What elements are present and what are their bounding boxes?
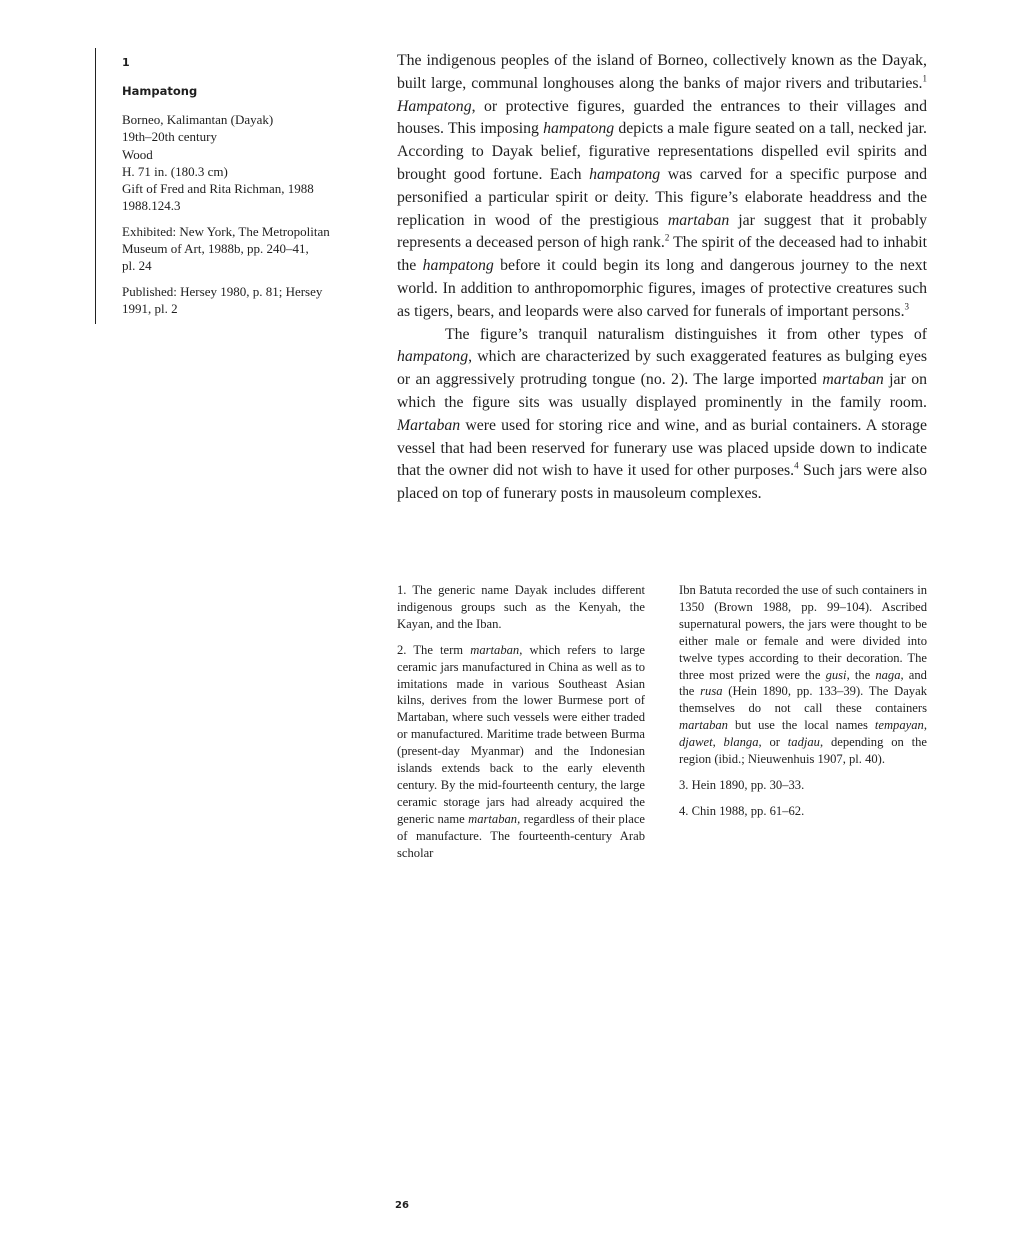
text-run: or [761, 735, 788, 750]
text-run: were used for storing rice and wine, and as burial containers. A storage vessel that had been reserved for funerary use was placed upside down to indicate that the owner did not wish to have it used for other purposes. [397, 416, 927, 480]
italic-term: martaban [679, 718, 728, 733]
footnote-1: 1. The generic name Dayak includes different indigenous groups such as the Kenyah, the Kayan, and the Iban. [397, 583, 645, 631]
footnote-2-continued [679, 582, 927, 768]
italic-term: djawet [679, 735, 713, 750]
entry-title: Hampatong [122, 84, 198, 98]
footnote-ref: 3 [904, 301, 910, 312]
italic-term: martaban [822, 371, 884, 389]
italic-term: martaban, [468, 811, 521, 826]
detail-line: 19th–20th century [122, 129, 217, 145]
exhibited-line: Museum of Art, 1988b, pp. 240–41, [122, 241, 309, 257]
text-run: Ibn Batuta recorded the use of such containers in 1350 (Brown 1988, pp. 99–104). Ascribed supernatural powers, the jars were thought to be either male or female and were divided into twelve types according to their decoration. The three most prized were the [679, 583, 927, 682]
footnote-4: 4. Chin 1988, pp. 61–62. [679, 803, 805, 818]
detail-line: 1988.124.3 [122, 198, 181, 214]
text-run: (Hein 1890, pp. 133–39). The Dayak themselves do not call these containers [679, 684, 927, 716]
footnote-ref: 1 [922, 73, 927, 84]
text-run: , [923, 718, 927, 733]
text-run: regardless of their place of manufacture. The fourteenth-century Arab scholar [397, 811, 645, 860]
italic-term: Hampatong [397, 97, 472, 115]
page-number: 26 [395, 1200, 409, 1211]
italic-term: Martaban [397, 416, 461, 434]
detail-line: Borneo, Kalimantan (Dayak) [122, 112, 274, 127]
text-run: jar on which the figure sits was usually displayed prominently in the family room. [397, 371, 928, 411]
text-run: The spirit of the deceased had to inhabit the [397, 234, 927, 275]
catalog-entry-sidebar [95, 48, 377, 324]
text-run: but use the local names [727, 718, 875, 733]
text-run: 2. The term [397, 642, 471, 657]
text-run: The indigenous peoples of the island of Borneo, collectively known as the Dayak, built large, communal longhouses along the banks of major rivers and tributaries. [397, 52, 927, 92]
published-line: 1991, pl. 2 [122, 300, 178, 316]
italic-term: hampatong [589, 165, 661, 183]
exhibited-info [122, 223, 377, 275]
italic-term: hampatong [397, 348, 469, 366]
text-run: , or protective figures, guarded the entrances to their villages and houses. This imposing [397, 97, 927, 138]
exhibited-line: pl. 24 [122, 258, 152, 274]
text-run: jar suggest that it probably represents a deceased person of high rank. [397, 211, 927, 252]
italic-term: tadjau [787, 735, 820, 750]
text-run: , [712, 735, 724, 750]
italic-term: hampatong [543, 120, 615, 138]
text-run: The figure’s tranquil naturalism distinguishes it from other types of [445, 325, 927, 343]
footnote-column-right [679, 582, 927, 871]
exhibited-line: Exhibited: New York, The Metropolitan [122, 223, 330, 239]
text-run: Such jars were also placed on top of funerary posts in mausoleum complexes. [397, 462, 927, 503]
text-run: before it could begin its long and dangerous journey to the next world. In addition to anthropomorphic figures, images of protective creatures such as tigers, bears, and leopards were also carved for funerals of important persons. [397, 257, 928, 320]
italic-term: hampatong [422, 257, 494, 275]
entry-number: 1 [122, 56, 130, 69]
text-run: depicts a male figure seated on a tall, necked jar. According to Dayak belief, figurative representations dispelled evil spirits and brought good fortune. Each [397, 120, 927, 183]
text-run: , which refers to large ceramic jars manufactured in China as well as to imitations made in various Southeast Asian kilns, derives from the lower Burmese port of Martaban, where such vessels were either traded or manufactured. Maritime trade between Burma (present-day Myanmar) and the Indonesian islands extends back to the early eleventh century. By the mid-fourteenth century, the large ceramic storage jars had already acquired the generic name [397, 642, 646, 826]
published-line: Published: Hersey 1980, p. 81; Hersey [122, 283, 323, 299]
footnote-3: 3. Hein 1890, pp. 30–33. [679, 777, 805, 792]
footnote-column-left [397, 582, 645, 871]
italic-term: martaban [667, 211, 730, 229]
text-run: was carved for a specific purpose and personified a particular spirit or deity. This figure’s elaborate headdress and the replication in wood of the prestigious [397, 165, 927, 229]
italic-term: gusi [825, 667, 847, 682]
italic-term: martaban [470, 642, 520, 657]
detail-line: H. 71 in. (180.3 cm) [122, 163, 228, 179]
body-text [397, 50, 927, 506]
italic-term: naga, [875, 667, 904, 682]
published-info [122, 283, 377, 318]
text-run: and the [679, 667, 927, 699]
footnote-ref: 2 [664, 233, 670, 244]
paragraph-2 [397, 324, 927, 506]
text-run: , depending on the region (ibid.; Nieuwenhuis 1907, pl. 40). [679, 735, 927, 767]
footnote-2 [397, 642, 645, 862]
italic-term: tempayan [874, 718, 924, 733]
text-run: , the [846, 667, 876, 682]
footnote-ref: 4 [794, 461, 799, 472]
italic-term: blanga, [723, 735, 762, 750]
paragraph-1 [397, 50, 927, 324]
italic-term: rusa [700, 684, 723, 699]
text-run: , which are characterized by such exaggerated features as bulging eyes or an aggressively protruding tongue (no. 2). The large imported [397, 348, 927, 389]
detail-line: Gift of Fred and Rita Richman, 1988 [122, 181, 314, 197]
detail-line: Wood [122, 146, 153, 162]
footnotes [397, 582, 927, 871]
object-details [122, 111, 377, 215]
